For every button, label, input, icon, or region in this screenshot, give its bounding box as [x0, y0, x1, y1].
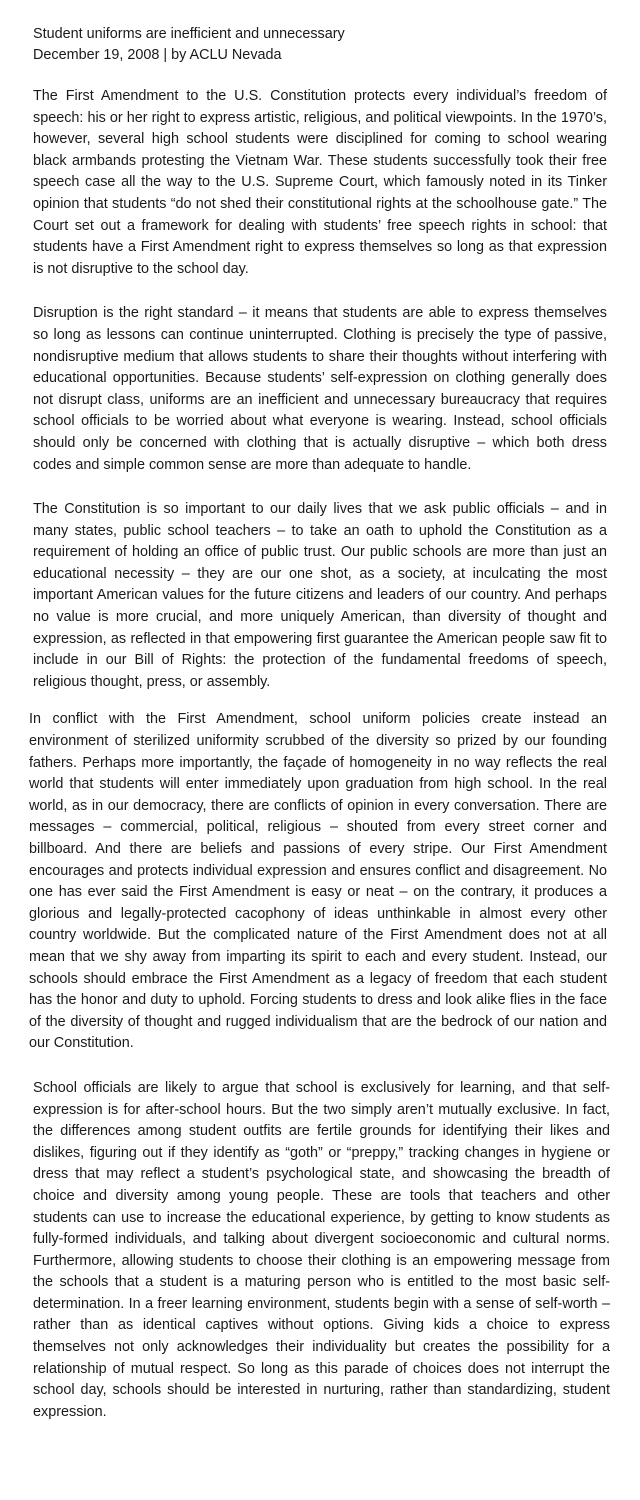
article-body	[29, 86, 610, 1423]
paragraph-5: School officials are likely to argue that school is exclusively for learning, and that self-expression is for after-school hours. But the two simply aren’t mutually exclusive. In fact, the differences among student outfits are fertile grounds for identifying their likes and dislikes, figuring out if they identify as “goth” or “preppy,” tracking changes in hygiene or dress that may reflect a student’s psychological state, and showcasing the breadth of choice and diversity among young people. These are tools that teachers and other students can use to increase the educational experience, by getting to know students as fully-formed individuals, and talking about divergent socioeconomic and cultural norms. Furthermore, allowing students to choose their clothing is an empowering message from the schools that a student is a maturing person who is entitled to the most basic self-determination. In a freer learning environment, students begin with a sense of self-worth – rather than as identical captives without options. Giving kids a choice to express themselves not only acknowledges their individuality but creates the possibility for a relationship of mutual respect. So long as this parade of choices does not interrupt the school day, schools should be interested in nurturing, rather than standardizing, student expression.	[33, 1079, 610, 1420]
paragraph-2: Disruption is the right standard – it means that students are able to express themselves so long as lessons can continue uninterrupted. Clothing is precisely the type of passive, nondisruptive medium that allows students to share their thoughts without interfering with educational opportunities. Because students’ self-expression on clothing generally does not disrupt class, uniforms are an inefficient and unnecessary bureaucracy that requires school officials to be worried about what everyone is wearing. Instead, school officials should only be concerned with clothing that is actually disruptive – which both dress codes and simple common sense are more than adequate to handle.	[33, 305, 607, 473]
paragraph-4: In conflict with the First Amendment, school uniform policies create instead an environment of sterilized uniformity scrubbed of the diversity so prized by our founding fathers. Perhaps more importantly, the façade of homogeneity in no way reflects the real world that students will enter immediately upon graduation from high school. In the real world, as in our democracy, there are conflicts of opinion in every conversation. There are messages – commercial, political, religious – shouted from every street corner and billboard. And there are beliefs and passions of every stripe. Our First Amendment encourages and protects individual expression and ensures conflict and disagreement. No one has ever said the First Amendment is easy or neat – on the contrary, it produces a glorious and legally-protected cacophony of ideas unthinkable in almost every other country worldwide. But the complicated nature of the First Amendment does not at all mean that we shy away from imparting its spirit to each and every student. Instead, our schools should embrace the First Amendment as a legacy of freedom that each student has the honor and duty to uphold. Forcing students to dress and look alike flies in the face of the diversity of thought and rugged individualism that are the bedrock of our nation and our Constitution.	[29, 711, 607, 1052]
paragraph-3: The Constitution is so important to our daily lives that we ask public officials – and in many states, public school teachers – to take an oath to uphold the Constitution as a requirement of holding an office of public trust. Our public schools are more than just an educational necessity – they are our one shot, as a society, at inculcating the most important American values for the future citizens and leaders of our country. And perhaps no value is more crucial, and more uniquely American, than diversity of thought and expression, as reflected in that empowering first guarantee the American people saw fit to include in our Bill of Rights: the protection of the fundamental freedoms of speech, religious thought, press, or assembly.	[33, 501, 607, 690]
article-header	[33, 24, 607, 66]
paragraph-1: The First Amendment to the U.S. Constitution protects every individual’s freedom of speech: his or her right to express artistic, religious, and political viewpoints. In the 1970’s, however, several high school students were disciplined for coming to school wearing black armbands protesting the Vietnam War. These students successfully took their free speech case all the way to the U.S. Supreme Court, which famously noted in its Tinker opinion that students “do not shed their constitutional rights at the schoolhouse gate.” The Court set out a framework for dealing with students’ free speech rights in school: that students have a First Amendment right to express themselves so long as that expression is not disruptive to the school day.	[33, 88, 607, 277]
article-title: Student uniforms are inefficient and unnecessary	[33, 26, 345, 42]
article-byline: December 19, 2008 | by ACLU Nevada	[33, 47, 282, 63]
